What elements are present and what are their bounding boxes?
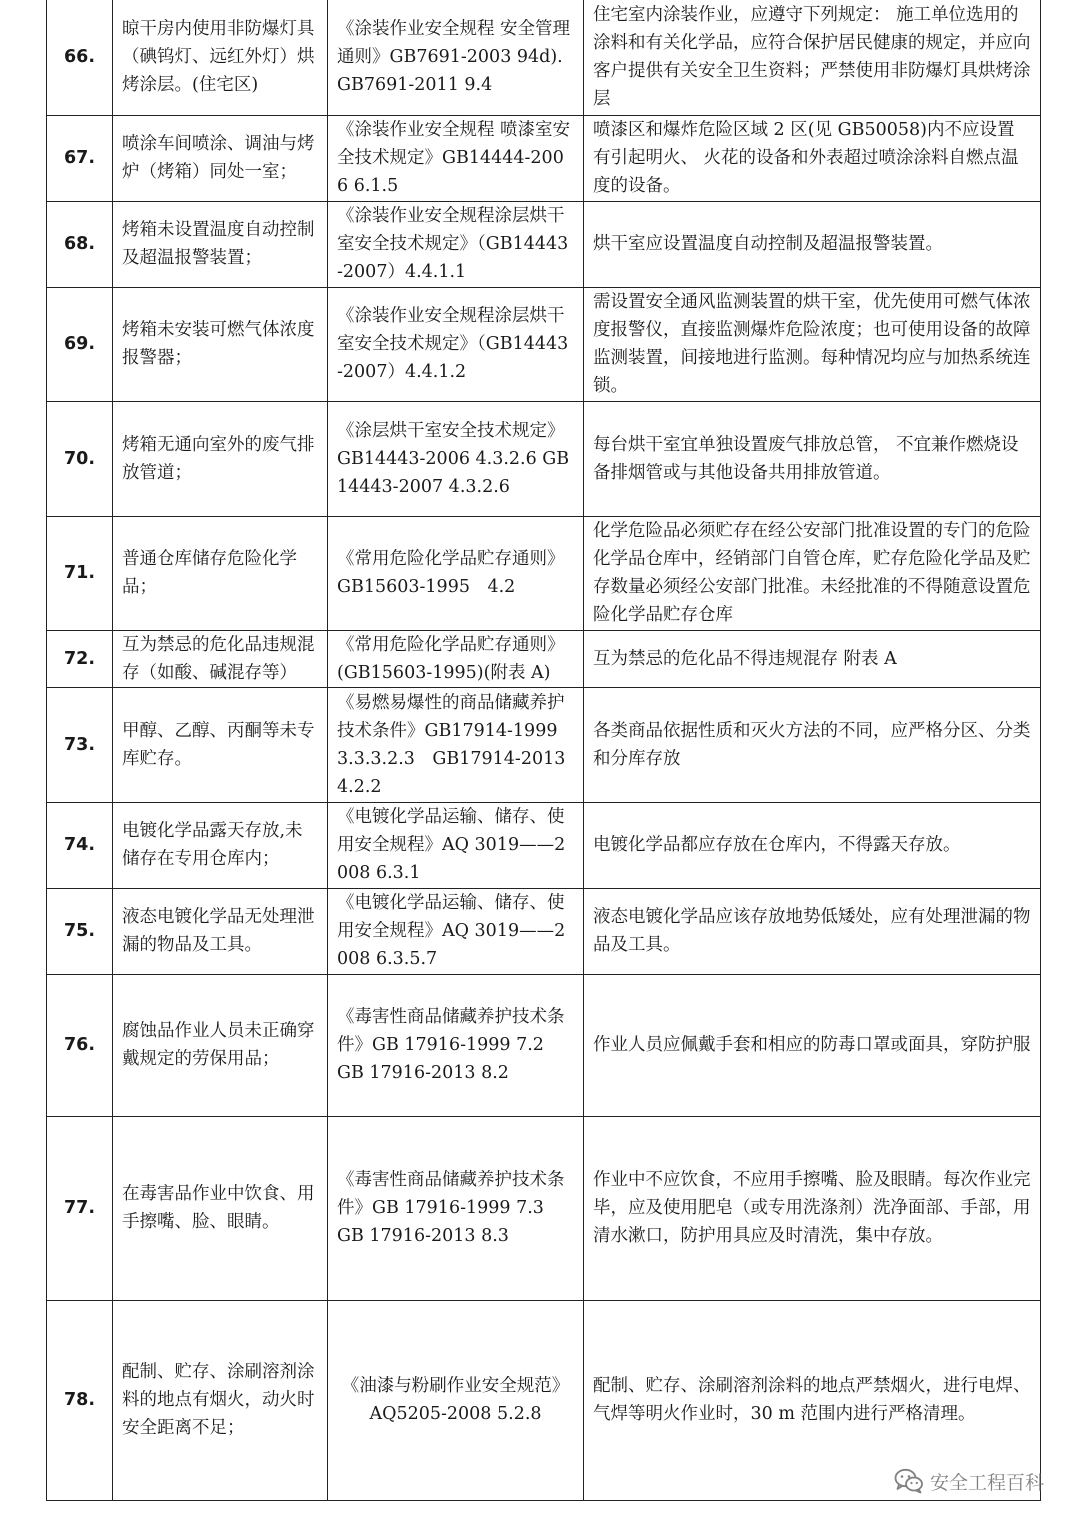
basis-standard: 《涂装作业安全规程涂层烘干室安全技术规定》（GB14443-2007）4.4.1.2 — [328, 287, 584, 401]
hazard-item: 喷涂车间喷涂、调油与烤炉（烤箱）同处一室； — [113, 115, 328, 201]
requirement-text: 烘干室应设置温度自动控制及超温报警装置。 — [584, 201, 1041, 287]
requirement-text: 各类商品依据性质和灭火方法的不同，应严格分区、分类和分库存放 — [584, 687, 1041, 802]
row-number: 77. — [47, 1116, 113, 1300]
row-number: 68. — [47, 201, 113, 287]
row-number: 74. — [47, 802, 113, 888]
basis-standard: 《常用危险化学品贮存通则》(GB15603-1995)(附表 A) — [328, 630, 584, 687]
table-row — [47, 516, 1041, 630]
basis-standard: 《常用危险化学品贮存通则》GB15603-1995 4.2 — [328, 516, 584, 630]
requirement-text: 配制、贮存、涂刷溶剂涂料的地点严禁烟火，进行电焊、气焊等明火作业时，30 m 范围内进行严格清理。 — [584, 1300, 1041, 1500]
requirement-text: 液态电镀化学品应该存放地势低矮处，应有处理泄漏的物品及工具。 — [584, 888, 1041, 974]
hazard-item: 配制、贮存、涂刷溶剂涂料的地点有烟火，动火时安全距离不足； — [113, 1300, 328, 1500]
requirement-text: 作业中不应饮食，不应用手擦嘴、脸及眼睛。每次作业完毕，应及使用肥皂（或专用洗涤剂）洗净面部、手部，用清水漱口，防护用具应及时清洗，集中存放。 — [584, 1116, 1041, 1300]
table-row — [47, 0, 1041, 115]
table-row — [47, 287, 1041, 401]
basis-standard: 《易燃易爆性的商品储藏养护技术条件》GB17914-1999 3.3.3.2.3 GB17914-2013 4.2.2 — [328, 687, 584, 802]
hazard-item: 烤箱未设置温度自动控制及超温报警装置； — [113, 201, 328, 287]
basis-standard: 《涂层烘干室安全技术规定》 GB14443-2006 4.3.2.6 GB14443-2007 4.3.2.6 — [328, 401, 584, 516]
basis-standard: 《电镀化学品运输、储存、使用安全规程》AQ 3019——2008 6.3.5.7 — [328, 888, 584, 974]
table-row — [47, 802, 1041, 888]
hazard-item: 甲醇、乙醇、丙酮等未专库贮存。 — [113, 687, 328, 802]
basis-standard: 《涂装作业安全规程涂层烘干室安全技术规定》（GB14443-2007）4.4.1.1 — [328, 201, 584, 287]
table-row — [47, 687, 1041, 802]
table-row — [47, 888, 1041, 974]
hazard-item: 腐蚀品作业人员未正确穿戴规定的劳保用品； — [113, 974, 328, 1116]
requirement-text: 需设置安全通风监测装置的烘干室，优先使用可燃气体浓度报警仪，直接监测爆炸危险浓度；也可使用设备的故障监测装置，间接地进行监测。每种情况均应与加热系统连锁。 — [584, 287, 1041, 401]
table-row — [47, 630, 1041, 687]
requirement-text: 电镀化学品都应存放在仓库内，不得露天存放。 — [584, 802, 1041, 888]
row-number: 70. — [47, 401, 113, 516]
hazard-item: 在毒害品作业中饮食、用手擦嘴、脸、眼睛。 — [113, 1116, 328, 1300]
watermark-text: 安全工程百科 — [929, 1471, 1044, 1494]
hazard-table — [46, 0, 1041, 1501]
watermark — [894, 1466, 1044, 1496]
table-row — [47, 115, 1041, 201]
hazard-item: 烤箱无通向室外的废气排放管道； — [113, 401, 328, 516]
hazard-item: 晾干房内使用非防爆灯具（碘钨灯、远红外灯）烘烤涂层。(住宅区) — [113, 0, 328, 115]
wechat-icon — [894, 1468, 924, 1494]
basis-standard: 《涂装作业安全规程 安全管理通则》GB7691-2003 94d).GB7691-2011 9.4 — [328, 0, 584, 115]
hazard-item: 互为禁忌的危化品违规混存（如酸、碱混存等） — [113, 630, 328, 687]
table-row — [47, 201, 1041, 287]
row-number: 67. — [47, 115, 113, 201]
hazard-item: 电镀化学品露天存放,未储存在专用仓库内； — [113, 802, 328, 888]
table-row — [47, 1300, 1041, 1500]
row-number: 78. — [47, 1300, 113, 1500]
row-number: 73. — [47, 687, 113, 802]
hazard-item: 液态电镀化学品无处理泄漏的物品及工具。 — [113, 888, 328, 974]
requirement-text: 喷漆区和爆炸危险区域 2 区(见 GB50058)内不应设置有引起明火、 火花的设备和外表超过喷涂涂料自燃点温度的设备。 — [584, 115, 1041, 201]
row-number: 72. — [47, 630, 113, 687]
row-number: 75. — [47, 888, 113, 974]
basis-standard: 《电镀化学品运输、储存、使用安全规程》AQ 3019——2008 6.3.1 — [328, 802, 584, 888]
basis-standard: 《涂装作业安全规程 喷漆室安全技术规定》GB14444-2006 6.1.5 — [328, 115, 584, 201]
row-number: 69. — [47, 287, 113, 401]
requirement-text: 住宅室内涂装作业，应遵守下列规定： 施工单位选用的涂料和有关化学品，应符合保护居民健康的规定，并应向客户提供有关安全卫生资料；严禁使用非防爆灯具烘烤涂层 — [584, 0, 1041, 115]
table-row — [47, 1116, 1041, 1300]
row-number: 66. — [47, 0, 113, 115]
requirement-text: 作业人员应佩戴手套和相应的防毒口罩或面具，穿防护服 — [584, 974, 1041, 1116]
row-number: 76. — [47, 974, 113, 1116]
hazard-item: 烤箱未安装可燃气体浓度报警器； — [113, 287, 328, 401]
hazard-item: 普通仓库储存危险化学品； — [113, 516, 328, 630]
requirement-text: 化学危险品必须贮存在经公安部门批准设置的专门的危险化学品仓库中，经销部门自管仓库，贮存危险化学品及贮存数量必须经公安部门批准。未经批准的不得随意设置危险化学品贮存仓库 — [584, 516, 1041, 630]
table-row — [47, 974, 1041, 1116]
basis-standard: 《油漆与粉刷作业安全规范》AQ5205-2008 5.2.8 — [328, 1300, 584, 1500]
table-row — [47, 401, 1041, 516]
basis-standard: 《毒害性商品储藏养护技术条件》GB 17916-1999 7.2 GB 17916-2013 8.2 — [328, 974, 584, 1116]
row-number: 71. — [47, 516, 113, 630]
requirement-text: 每台烘干室宜单独设置废气排放总管， 不宜兼作燃烧设备排烟管或与其他设备共用排放管道。 — [584, 401, 1041, 516]
basis-standard: 《毒害性商品储藏养护技术条件》GB 17916-1999 7.3 GB 17916-2013 8.3 — [328, 1116, 584, 1300]
requirement-text: 互为禁忌的危化品不得违规混存 附表 A — [584, 630, 1041, 687]
